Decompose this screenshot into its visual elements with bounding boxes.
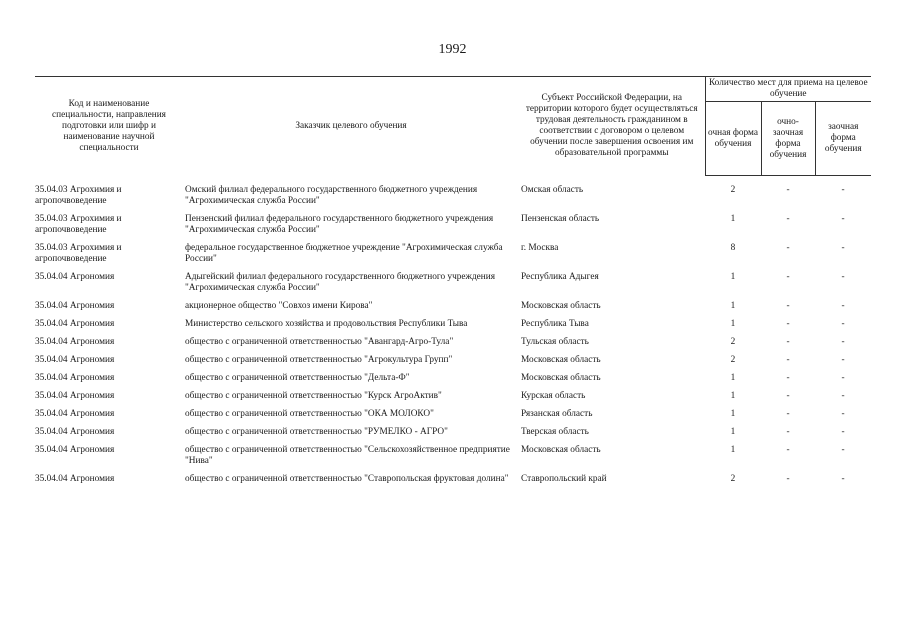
table-row (35, 372, 871, 390)
table-row (35, 300, 871, 318)
table-row (35, 408, 871, 426)
cell-full-time: 1 (730, 409, 736, 419)
cell-region: Тульская область (521, 337, 589, 347)
table-row (35, 473, 871, 491)
table-row (35, 271, 871, 300)
cell-customer: общество с ограниченной ответственностью "РУМЕЛКО - АГРО" (185, 427, 448, 437)
cell-extramural: - (841, 272, 845, 282)
cell-region: Омская область (521, 185, 584, 195)
cell-part-time: - (786, 445, 790, 455)
cell-extramural: - (841, 427, 845, 437)
cell-region: Пензенская область (521, 214, 600, 224)
header-code: Код и наименование специальности, направления подготовки или шифр и наименование научной специальности (35, 77, 183, 176)
cell-part-time: - (786, 214, 790, 224)
target-admission-table (35, 76, 871, 491)
header-subject: Субъект Российской Федерации, на территории которого будет осуществляться трудовая деятельность гражданином в соответствии с договором о целевом обучении после завершения освоения им образовательной программы (519, 77, 705, 176)
cell-extramural: - (841, 445, 845, 455)
cell-code: 35.04.04 Агрономия (35, 272, 115, 282)
cell-full-time: 2 (730, 355, 736, 365)
cell-region: Рязанская область (521, 409, 593, 419)
cell-full-time: 1 (730, 272, 736, 282)
table-row (35, 242, 871, 271)
cell-full-time: 2 (730, 337, 736, 347)
cell-customer: акционерное общество "Совхоз имени Кирова" (185, 301, 373, 311)
target-admission-table-container (35, 76, 871, 491)
cell-extramural: - (841, 474, 845, 484)
cell-extramural: - (841, 319, 845, 329)
cell-full-time: 1 (730, 427, 736, 437)
table-row (35, 318, 871, 336)
cell-code: 35.04.04 Агрономия (35, 355, 115, 365)
cell-region: Ставропольский край (521, 474, 607, 484)
cell-full-time: 1 (730, 319, 736, 329)
cell-extramural: - (841, 337, 845, 347)
cell-extramural: - (841, 214, 845, 224)
cell-customer: Адыгейский филиал федерального государственного бюджетного учреждения "Агрохимическая служба России" (185, 272, 496, 293)
cell-full-time: 1 (730, 391, 736, 401)
header-places: Количество мест для приема на целевое обучение (705, 77, 871, 102)
table-row (35, 354, 871, 372)
cell-full-time: 1 (730, 373, 736, 383)
cell-region: Московская область (521, 355, 601, 365)
cell-full-time: 1 (730, 445, 736, 455)
cell-customer: общество с ограниченной ответственностью "ОКА МОЛОКО" (185, 409, 434, 419)
cell-region: Республика Адыгея (521, 272, 599, 282)
table-header (35, 77, 871, 176)
cell-customer: Министерство сельского хозяйства и продовольствия Республики Тыва (185, 319, 468, 329)
cell-region: Курская область (521, 391, 586, 401)
header-customer: Заказчик целевого обучения (183, 77, 519, 176)
cell-code: 35.04.04 Агрономия (35, 319, 115, 329)
cell-region: Республика Тыва (521, 319, 589, 329)
table-row (35, 336, 871, 354)
cell-part-time: - (786, 474, 790, 484)
cell-code: 35.04.03 Агрохимия и агропочвоведение (35, 185, 122, 206)
cell-part-time: - (786, 301, 790, 311)
header-full-time: очная форма обучения (705, 102, 761, 176)
cell-region: Московская область (521, 445, 601, 455)
cell-full-time: 1 (730, 301, 736, 311)
table-row (35, 444, 871, 473)
cell-code: 35.04.04 Агрономия (35, 301, 115, 311)
cell-code: 35.04.03 Агрохимия и агропочвоведение (35, 243, 122, 264)
cell-extramural: - (841, 373, 845, 383)
cell-region: г. Москва (521, 243, 559, 253)
cell-code: 35.04.04 Агрономия (35, 337, 115, 347)
cell-customer: федеральное государственное бюджетное учреждение "Агрохимическая служба России" (185, 243, 503, 264)
cell-extramural: - (841, 243, 845, 253)
cell-customer: Пензенский филиал федерального государственного бюджетного учреждения "Агрохимическая служба России" (185, 214, 494, 235)
cell-part-time: - (786, 427, 790, 437)
cell-region: Московская область (521, 301, 601, 311)
cell-extramural: - (841, 355, 845, 365)
cell-part-time: - (786, 337, 790, 347)
cell-part-time: - (786, 355, 790, 365)
cell-customer: общество с ограниченной ответственностью "Ставропольская фруктовая долина" (185, 474, 509, 484)
header-extramural: заочная форма обучения (815, 102, 871, 176)
cell-extramural: - (841, 185, 845, 195)
table-row (35, 390, 871, 408)
cell-part-time: - (786, 409, 790, 419)
table-row (35, 184, 871, 213)
cell-code: 35.04.04 Агрономия (35, 445, 115, 455)
cell-part-time: - (786, 185, 790, 195)
cell-customer: общество с ограниченной ответственностью "Курск АгроАктив" (185, 391, 442, 401)
header-part-time: очно-заочная форма обучения (761, 102, 815, 176)
cell-extramural: - (841, 391, 845, 401)
cell-extramural: - (841, 301, 845, 311)
page-number: 1992 (438, 42, 467, 57)
cell-region: Московская область (521, 373, 601, 383)
cell-customer: общество с ограниченной ответственностью "Дельта-Ф" (185, 373, 410, 383)
cell-code: 35.04.04 Агрономия (35, 427, 115, 437)
cell-code: 35.04.03 Агрохимия и агропочвоведение (35, 214, 122, 235)
cell-code: 35.04.04 Агрономия (35, 391, 115, 401)
cell-extramural: - (841, 409, 845, 419)
table-row (35, 213, 871, 242)
cell-part-time: - (786, 243, 790, 253)
cell-full-time: 8 (730, 243, 736, 253)
cell-part-time: - (786, 391, 790, 401)
cell-code: 35.04.04 Агрономия (35, 409, 115, 419)
cell-customer: общество с ограниченной ответственностью "Авангард-Агро-Тула" (185, 337, 454, 347)
cell-code: 35.04.04 Агрономия (35, 373, 115, 383)
cell-region: Тверская область (521, 427, 589, 437)
table-row (35, 426, 871, 444)
table-body (35, 176, 871, 492)
cell-part-time: - (786, 319, 790, 329)
cell-full-time: 2 (730, 185, 736, 195)
cell-part-time: - (786, 272, 790, 282)
cell-full-time: 1 (730, 214, 736, 224)
cell-customer: общество с ограниченной ответственностью "Агрокультура Групп" (185, 355, 453, 365)
cell-code: 35.04.04 Агрономия (35, 474, 115, 484)
cell-customer: общество с ограниченной ответственностью "Сельскохозяйственное предприятие "Нива" (185, 445, 510, 466)
cell-part-time: - (786, 373, 790, 383)
cell-full-time: 2 (730, 474, 736, 484)
cell-customer: Омский филиал федерального государственного бюджетного учреждения "Агрохимическая служба России" (185, 185, 478, 206)
